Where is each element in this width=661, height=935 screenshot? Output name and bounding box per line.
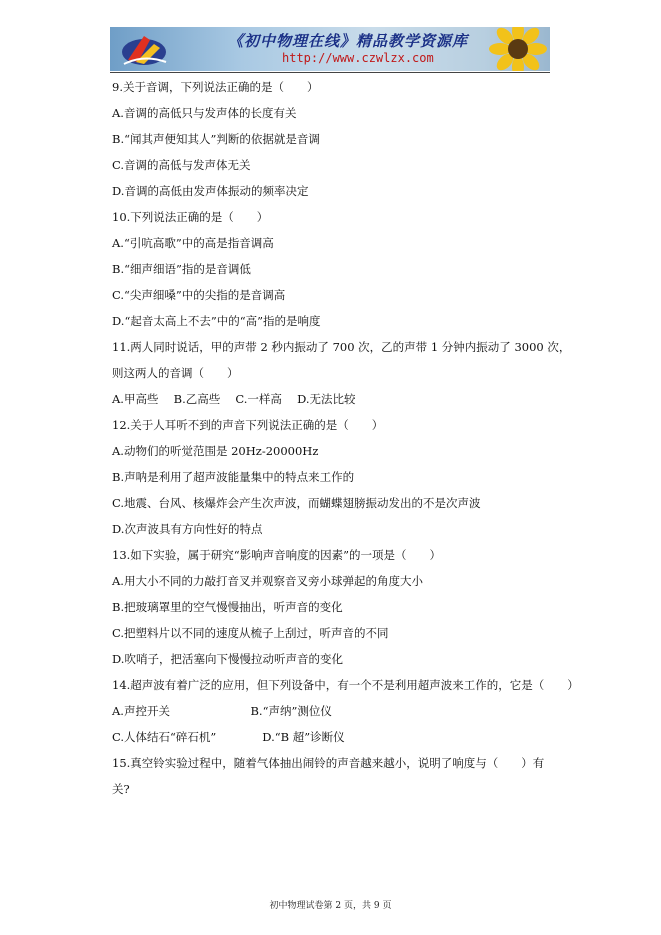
- q10-option-b: B.“细声细语”指的是音调低: [112, 262, 251, 276]
- q13-stem: 13.如下实验，属于研究“影响声音响度的因素”的一项是（ ）: [112, 548, 442, 562]
- q14-stem: 14.超声波有着广泛的应用，但下列设备中，有一个不是利用超声波来工作的，它是（ ）: [112, 678, 579, 692]
- q9-stem: 9.关于音调，下列说法正确的是（ ）: [112, 80, 319, 94]
- q13-option-b: B.把玻璃罩里的空气慢慢抽出，听声音的变化: [112, 600, 343, 614]
- q10-stem: 10.下列说法正确的是（ ）: [112, 210, 269, 224]
- q9-option-b: B.“闻其声便知其人”判断的依据就是音调: [112, 132, 320, 146]
- page-footer: 初中物理试卷第 2 页，共 9 页: [269, 901, 392, 911]
- q14-options-cd: C.人体结石“碎石机” D.“B 超”诊断仪: [112, 730, 345, 744]
- header-banner: [110, 27, 550, 71]
- q13-option-c: C.把塑料片以不同的速度从梳子上刮过，听声音的不同: [112, 626, 389, 640]
- book-logo-icon: [114, 30, 170, 68]
- q15-stem-cont: 关?: [112, 782, 130, 796]
- q11-options: A.甲高些 B.乙高些 C.一样高 D.无法比较: [112, 392, 356, 406]
- q12-option-d: D.次声波具有方向性好的特点: [112, 522, 263, 536]
- banner-title: 《初中物理在线》精品教学资源库: [228, 32, 469, 50]
- q11-stem: 11.两人同时说话，甲的声带 2 秒内振动了 700 次，乙的声带 1 分钟内振动了 3000 次，: [112, 340, 571, 354]
- sunflower-icon: [488, 27, 548, 71]
- q11-stem-cont: 则这两人的音调（ ）: [112, 366, 239, 380]
- q10-option-c: C.“尖声细嗓”中的尖指的是音调高: [112, 288, 286, 302]
- q12-option-c: C.地震、台风、核爆炸会产生次声波，而蝴蝶翅膀振动发出的不是次声波: [112, 496, 481, 510]
- q15-stem: 15.真空铃实验过程中，随着气体抽出闹铃的声音越来越小，说明了响度与（ ）有: [112, 756, 545, 770]
- q9-option-c: C.音调的高低与发声体无关: [112, 158, 251, 172]
- q12-option-a: A.动物们的听觉范围是 20Hz-20000Hz: [112, 444, 319, 458]
- q9-option-d: D.音调的高低由发声体振动的频率决定: [112, 184, 309, 198]
- q10-option-a: A.“引吭高歌”中的高是指音调高: [112, 236, 274, 250]
- header-rule: [110, 72, 550, 73]
- q13-option-a: A.用大小不同的力敲打音叉并观察音叉旁小球弹起的角度大小: [112, 574, 423, 588]
- banner-url[interactable]: http://www.czwlzx.com: [282, 51, 434, 65]
- q13-option-d: D.吹哨子，把活塞向下慢慢拉动听声音的变化: [112, 652, 343, 666]
- q10-option-d: D.“起音太高上不去”中的“高”指的是响度: [112, 314, 321, 328]
- q12-stem: 12.关于人耳听不到的声音下列说法正确的是（ ）: [112, 418, 384, 432]
- q14-options-ab: A.声控开关 B.“声纳”测位仪: [112, 704, 332, 718]
- q12-option-b: B.声呐是利用了超声波能量集中的特点来工作的: [112, 470, 355, 484]
- q9-option-a: A.音调的高低只与发声体的长度有关: [112, 106, 297, 120]
